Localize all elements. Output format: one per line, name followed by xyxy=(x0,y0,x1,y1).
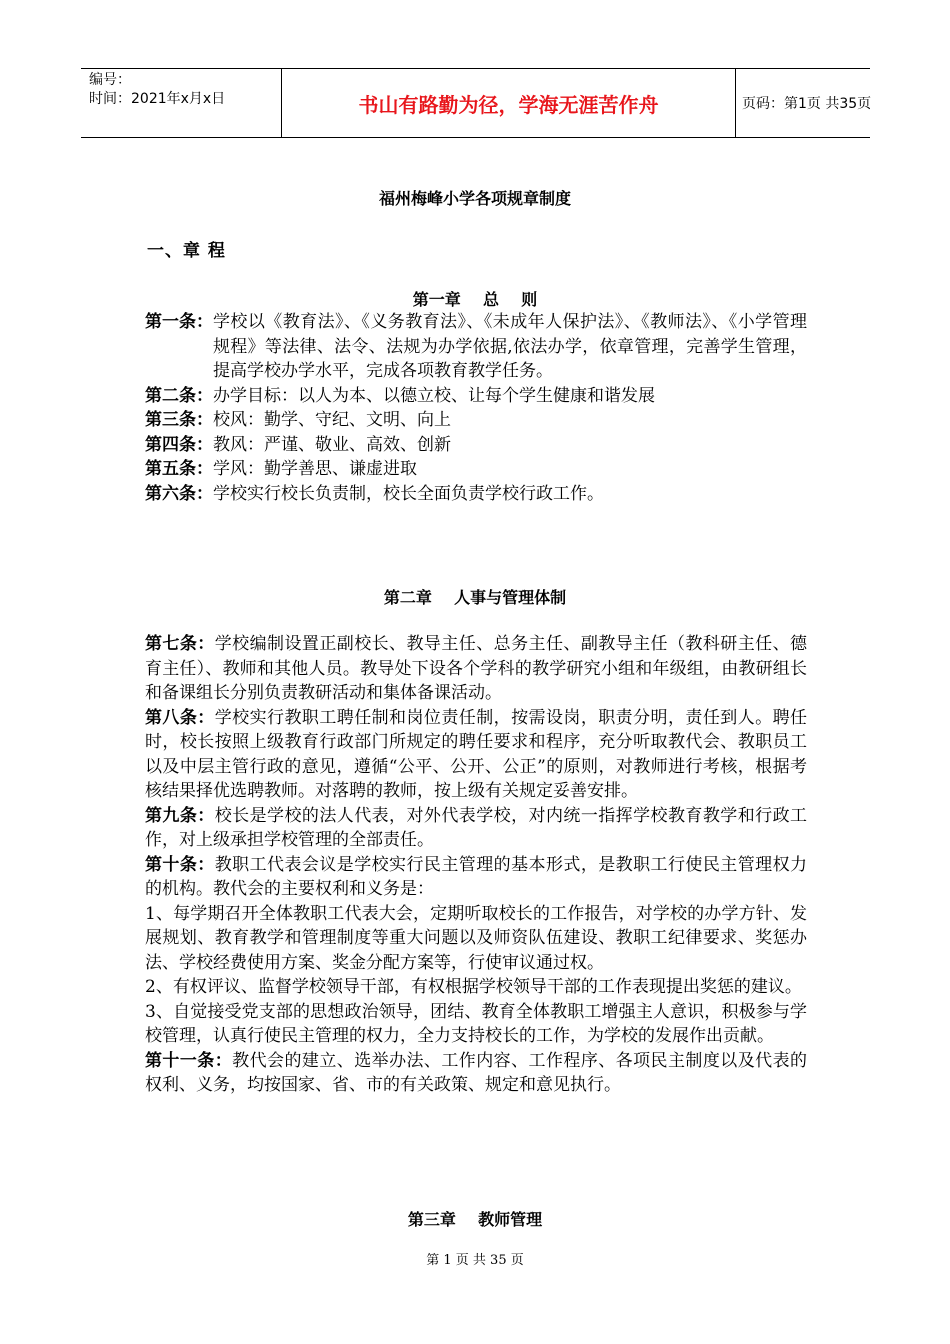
article-label: 第七条： xyxy=(145,634,215,654)
chapter-2-body xyxy=(145,632,807,1098)
article-3 xyxy=(145,408,807,433)
article-11 xyxy=(145,1049,807,1098)
article-label: 第十一条： xyxy=(145,1050,233,1071)
number-label: 编号： xyxy=(89,72,131,88)
article-label: 第五条： xyxy=(145,459,213,479)
chapter-3-heading: 第三章 教师管理 xyxy=(407,1210,543,1229)
article-text: 学校实行教职工聘任制和岗位责任制，按需设岗，职责分明，责任到人。聘任时，校长按照上级教育行政部门所规定的聘任要求和程序，充分听取教代会、教职员工以及中层主管行政的意见，遵循“公平、公开、公正”的原则，对教师进行考核，根据考核结果择优选聘教师。对落聘的教师，按上级有关规定妥善安排。 xyxy=(145,707,808,801)
header-page-info: 页码：第1页 共35页 xyxy=(742,96,872,112)
list-item-3: 3、自觉接受党支部的思想政治领导，团结、教育全体教职工增强主人意识，积极参与学校管理，认真行使民主管理的权力，全力支持校长的工作，为学校的发展作出贡献。 xyxy=(145,1001,807,1046)
header-meta xyxy=(81,69,281,137)
article-label: 第八条： xyxy=(145,707,215,728)
article-text: 学校以《教育法》、《义务教育法》、《未成年人保护法》、《教师法》、《小学管理规程》等法律、法令、法规为办学依据,依法办学，依章管理，完善学生管理，提高学校办学水平，完成各项教育教学任务。 xyxy=(213,312,807,381)
header-motto-cell xyxy=(281,69,736,137)
article-text: 学校实行校长负责制，校长全面负责学校行政工作。 xyxy=(213,483,604,504)
article-5 xyxy=(145,457,807,482)
article-10 xyxy=(145,853,807,902)
motto: 书山有路勤为径，学海无涯苦作舟 xyxy=(358,92,659,117)
chapter-2-heading: 第二章 人事与管理体制 xyxy=(383,588,567,607)
date-label: 时间：2021年x月x日 xyxy=(89,91,226,107)
article-label: 第二条： xyxy=(145,385,213,406)
article-label: 第九条： xyxy=(145,805,215,826)
article-6 xyxy=(145,482,807,507)
article-7 xyxy=(145,632,807,706)
article-label: 第三条： xyxy=(145,410,213,430)
article-text: 校长是学校的法人代表，对外代表学校，对内统一指挥学校教育教学和行政工作，对上级承担学校管理的全部责任。 xyxy=(145,805,808,850)
article-4 xyxy=(145,433,807,458)
document-header xyxy=(81,68,870,138)
article-label: 第四条： xyxy=(145,434,213,455)
list-item-1: 1、每学期召开全体教职工代表大会，定期听取校长的工作报告，对学校的办学方针、发展规划、教育教学和管理制度等重大问题以及师资队伍建设、教职工纪律要求、奖惩办法、学校经费使用方案、奖金分配方案等，行使审议通过权。 xyxy=(145,903,807,973)
article-label: 第十条： xyxy=(145,854,215,875)
article-text: 校风：勤学、守纪、文明、向上 xyxy=(213,410,451,430)
article-label: 第六条： xyxy=(145,483,213,504)
part-heading: 一、章 程 xyxy=(147,241,226,261)
chapter-1-body xyxy=(145,310,807,506)
article-text: 教风：严谨、敬业、高效、创新 xyxy=(213,434,451,455)
article-text: 学风：勤学善思、谦虚进取 xyxy=(213,459,417,479)
article-text: 办学目标：以人为本、以德立校、让每个学生健康和谐发展 xyxy=(213,385,655,406)
article-8 xyxy=(145,706,807,804)
article-text: 学校编制设置正副校长、教导主任、总务主任、副教导主任（教科研主任、德育主任）、教师和其他人员。教导处下设各个学科的教学研究小组和年级组，由教研组长和备课组长分别负责教研活动和集体备课活动。 xyxy=(145,634,808,703)
document-title: 福州梅峰小学各项规章制度 xyxy=(378,189,571,208)
article-1 xyxy=(145,310,807,384)
list-item-2: 2、有权评议、监督学校领导干部，有权根据学校领导干部的工作表现提出奖惩的建议。 xyxy=(145,977,802,997)
article-2 xyxy=(145,384,807,409)
article-label: 第一条： xyxy=(145,312,213,332)
article-text: 教职工代表会议是学校实行民主管理的基本形式，是教职工行使民主管理权力的机构。教代会的主要权利和义务是： xyxy=(145,854,808,899)
chapter-1-heading: 第一章 总 则 xyxy=(412,290,538,309)
article-9 xyxy=(145,804,807,853)
page-footer: 第 1 页 共 35 页 xyxy=(426,1253,524,1268)
article-text: 教代会的建立、选举办法、工作内容、工作程序、各项民主制度以及代表的权利、义务，均按国家、省、市的有关政策、规定和意见执行。 xyxy=(145,1050,808,1095)
